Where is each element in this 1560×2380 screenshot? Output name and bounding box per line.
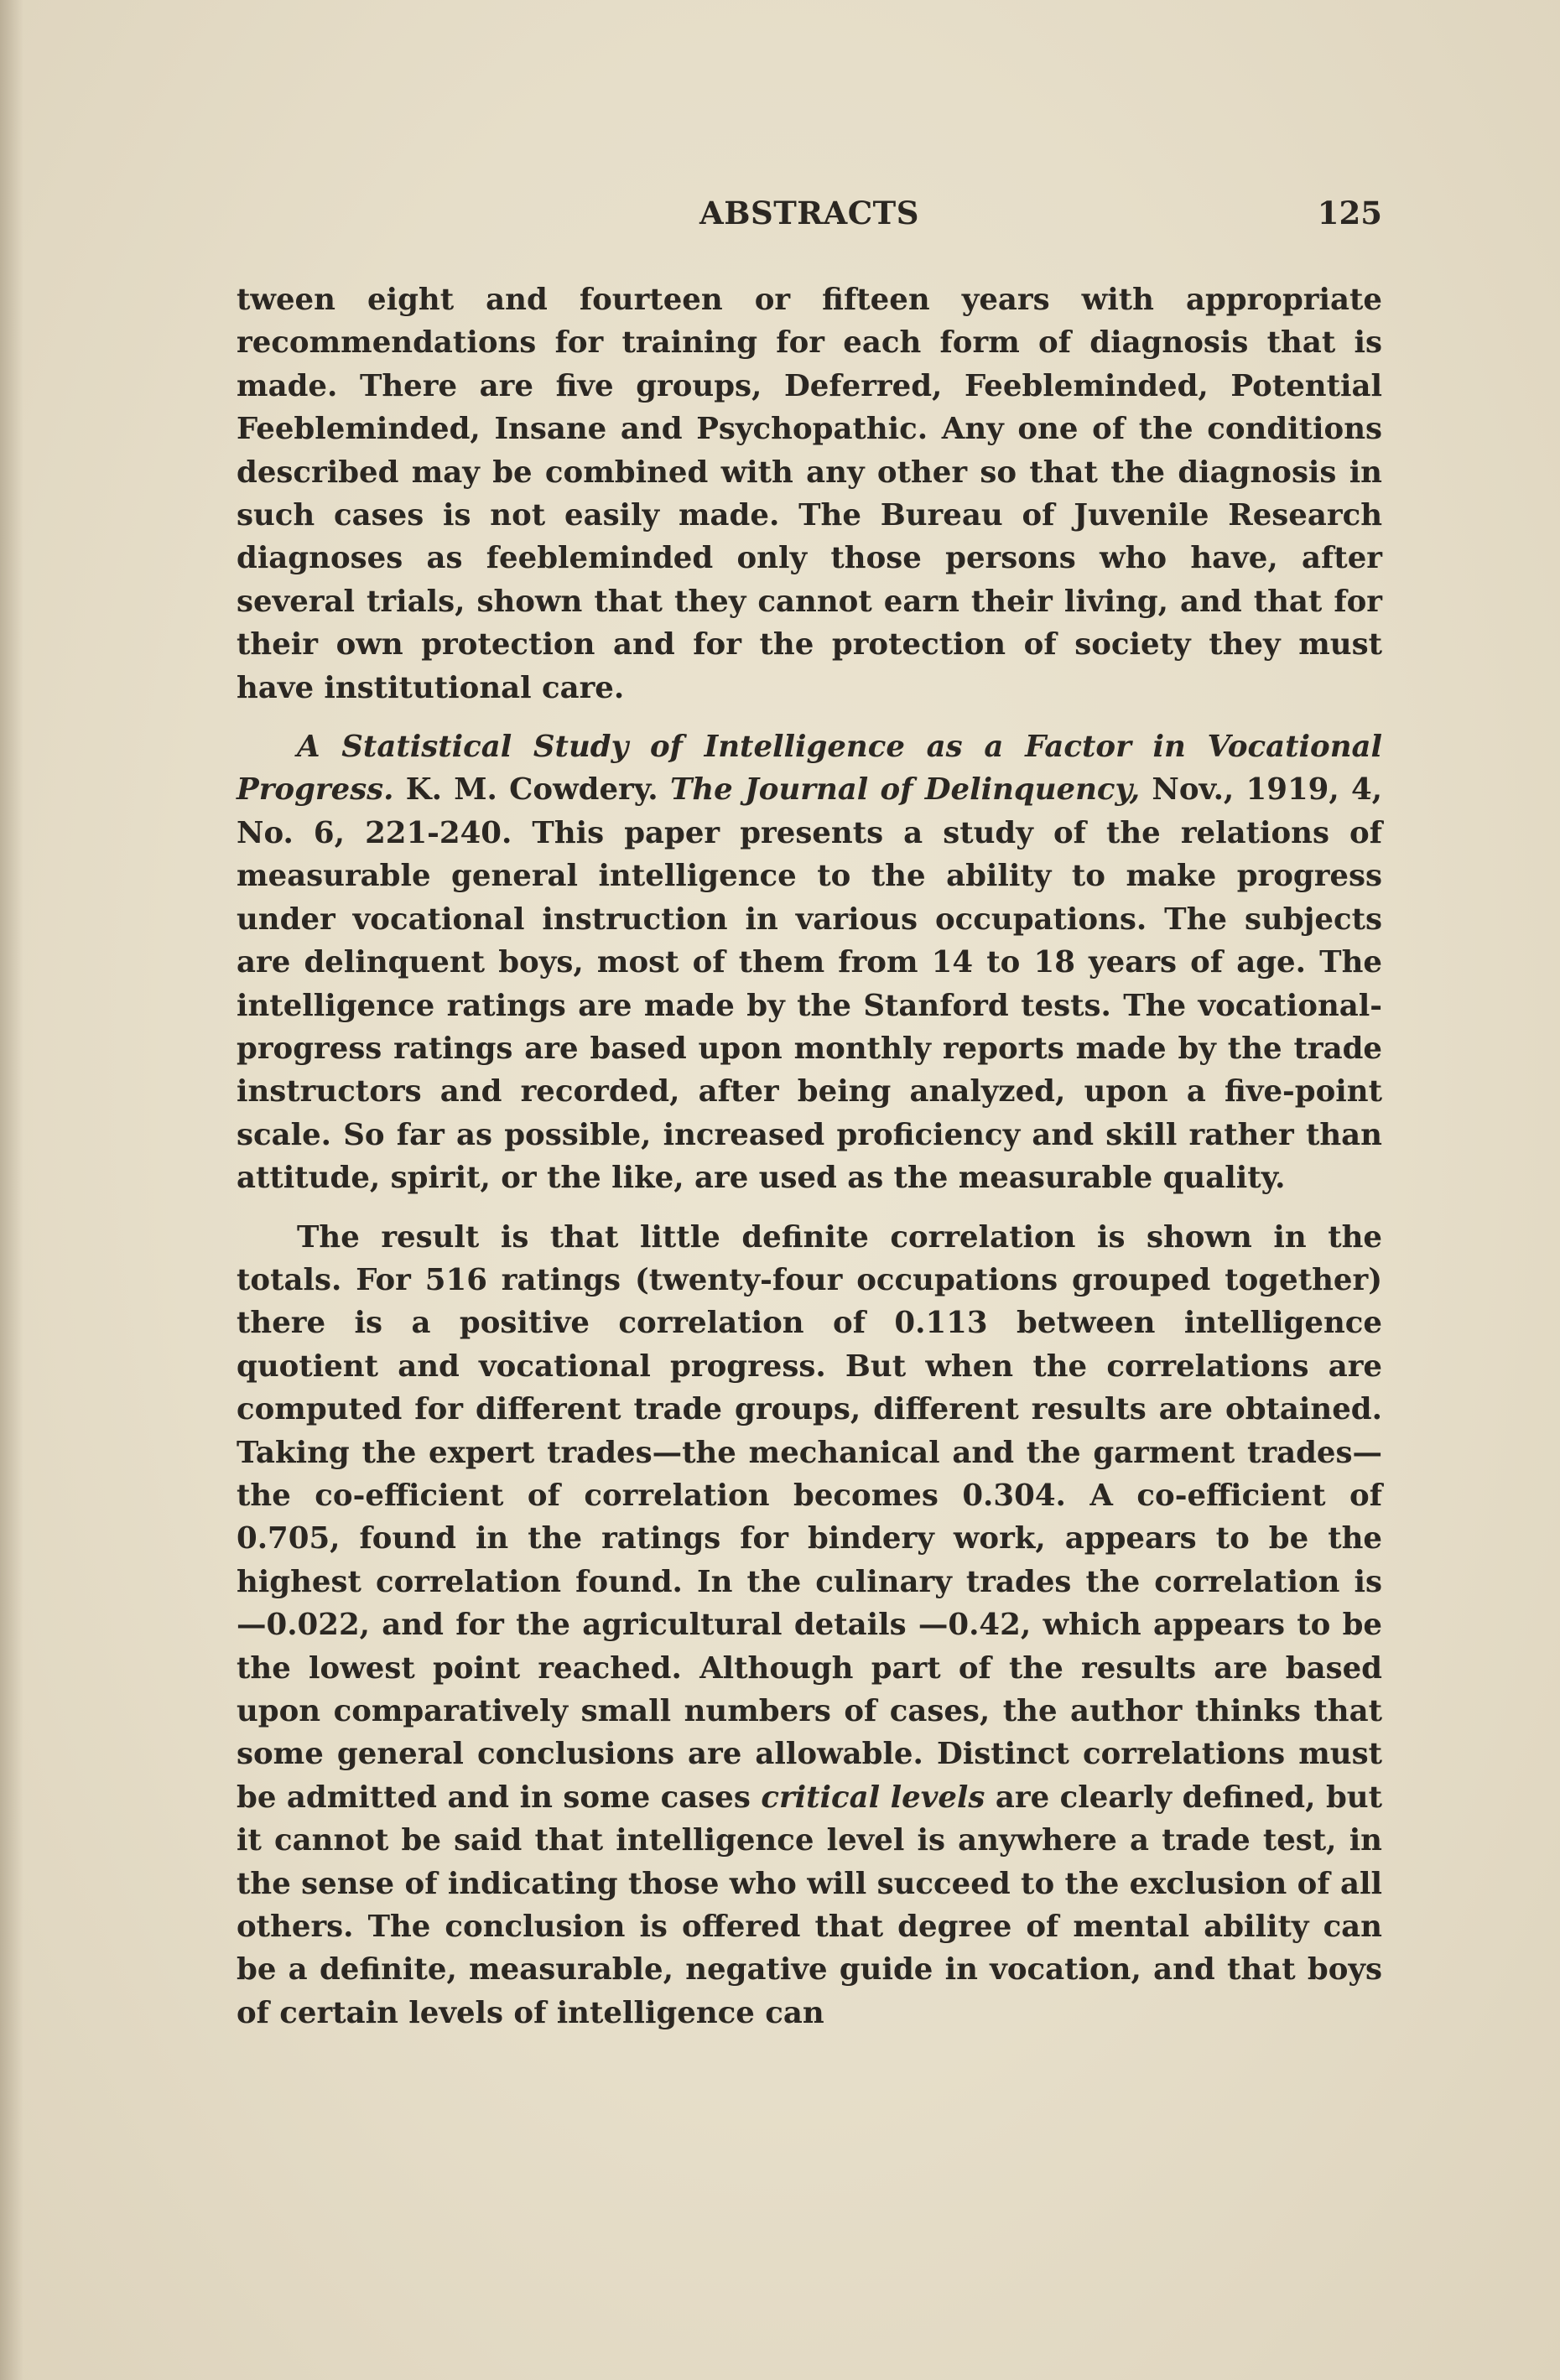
emphasized-phrase: critical levels [761,1780,985,1815]
body-text [237,278,1382,2050]
abstract-entry-cowdery [237,725,1382,1199]
page-number: 125 [1317,195,1382,231]
results-text-after: are clearly defined, but it cannot be said that intelligence level is anywhere a trade test, in the sense of indicating those who will succeed to the exclusion of all others. The conclusion is offered that degree of mental ability can be a definite, measurable, negative guide in vocation, and that boys of certain levels of intelligence can [237,1780,1382,2030]
journal-name: The Journal of Delinquency, [669,772,1141,808]
results-text-before: The result is that little definite correlation is shown in the totals. For 516 ratings (twenty-four occupations grouped together) there is a positive correlation of 0.113 between intelligence quotient and vocational progress. But when the correlations are computed for different trade groups, different results are obtained. Taking the expert trades—the mechanical and the garment trades—the co-efficient of correlation becomes 0.304. A co-efficient of 0.705, found in the ratings for bindery work, appears to be the highest correlation found. In the culinary trades the correlation is —0.022, and for the agricultural details —0.42, which appears to be the lowest point reached. Although part of the results are based upon comparatively small numbers of cases, the author thinks that some general conclusions are allowable. Distinct correlations must be admitted and in some cases [237,1219,1382,1815]
article-title: A Statistical Study of Intelligence as a Factor in Vocational Progress. [237,730,1382,808]
results-paragraph [237,1216,1382,2035]
page-header [237,195,1382,242]
article-author: K. M. Cowdery. [393,772,670,808]
paragraph-continuation: tween eight and fourteen or fifteen years with appropriate recommendations for training for each form of diagnosis that is made. There are five groups, Deferred, Feebleminded, Potential Feebleminded, Insane and Psychopathic. Any one of the conditions described may be combined with any other so that the diagnosis in such cases is not easily made. The Bureau of Juvenile Research diagnoses as feebleminded only those persons who have, after several trials, shown that they cannot earn their living, and that for their own protection and for the protection of society they must have institutional care. [237,283,1382,705]
binding-shadow [0,0,23,2380]
abstract-body: Nov., 1919, 4, No. 6, 221-240. This paper presents a study of the relations of measurable general intelligence to the ability to make progress under vocational instruction in various occupations. The subjects are delinquent boys, most of them from 14 to 18 years of age. The intelligence ratings are made by the Stanford tests. The vocational-progress ratings are based upon monthly reports made by the trade instructors and recorded, after being analyzed, upon a five-point scale. So far as possible, increased proficiency and skill rather than attitude, spirit, or the like, are used as the measurable quality. [237,772,1383,1196]
running-head: ABSTRACTS [699,195,919,231]
